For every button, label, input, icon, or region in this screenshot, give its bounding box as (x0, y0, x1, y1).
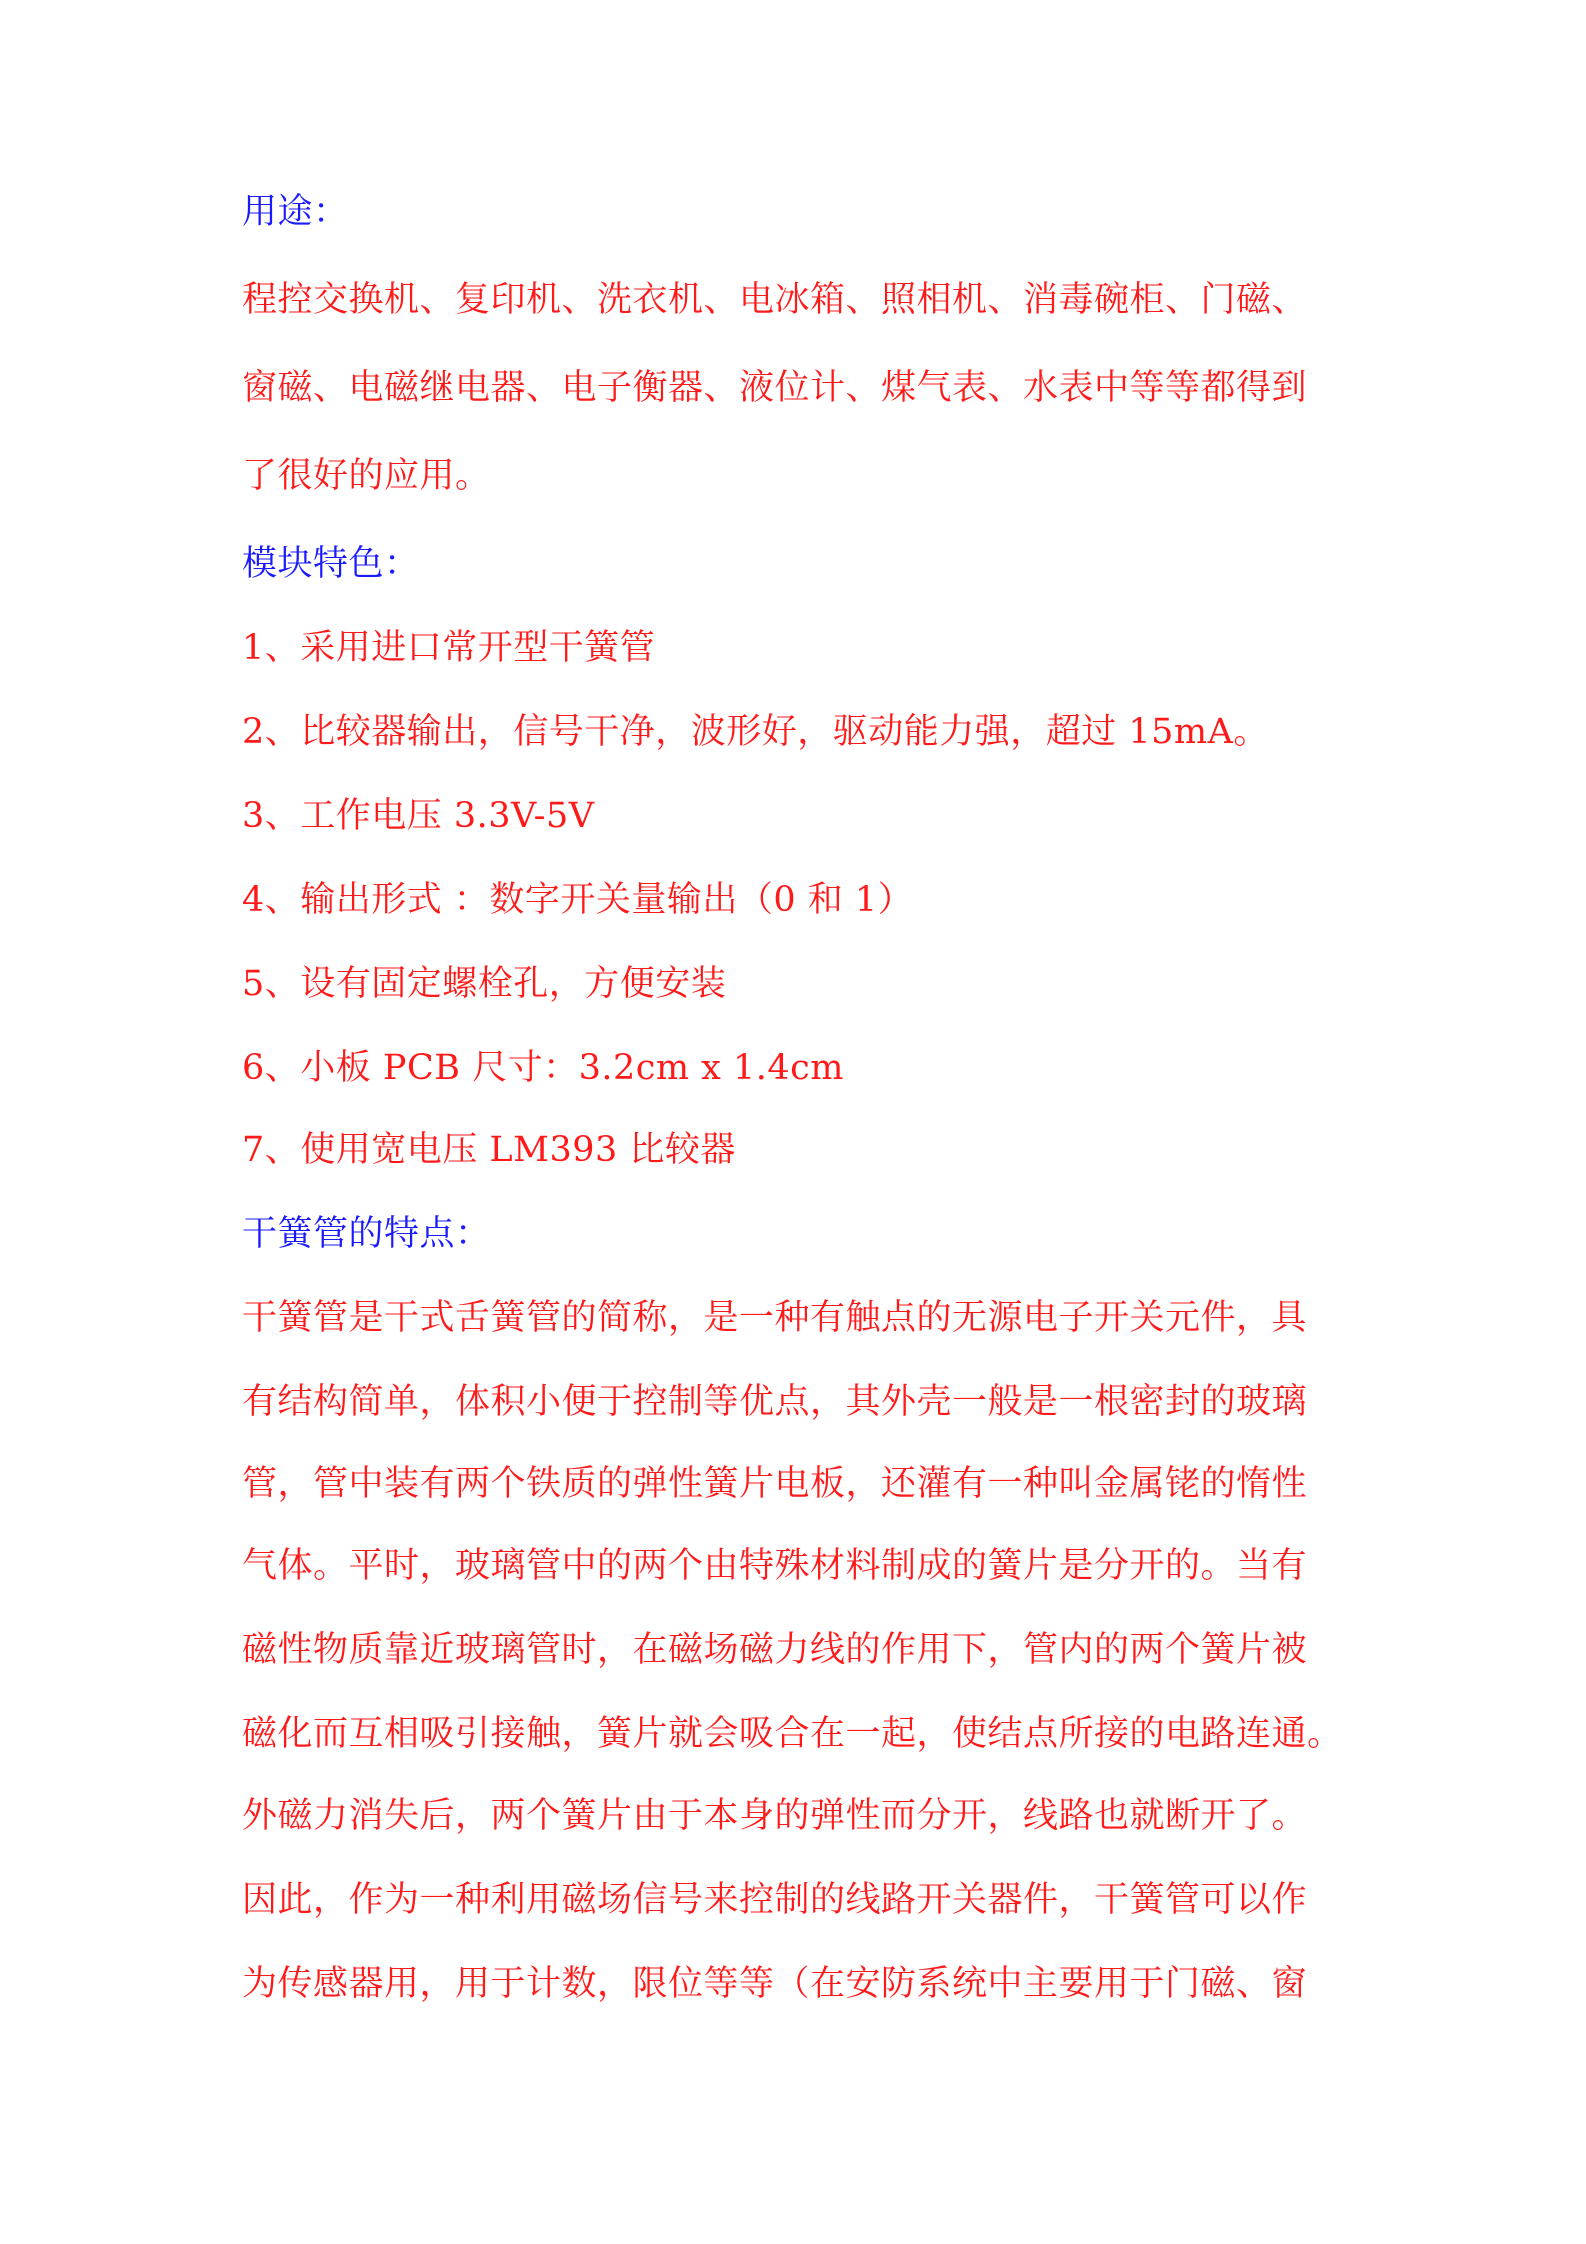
reed-line: 有结构简单，体积小便于控制等优点，其外壳一般是一根密封的玻璃 (242, 1382, 1308, 1422)
reed-line: 外磁力消失后，两个簧片由于本身的弹性而分开，线路也就断开了。 (242, 1796, 1308, 1836)
features-heading: 模块特色： (242, 544, 420, 584)
usage-line: 窗磁、电磁继电器、电子衡器、液位计、煤气表、水表中等等都得到 (242, 368, 1308, 408)
feature-item: 1、采用进口常开型干簧管 (242, 628, 656, 668)
feature-item: 2、比较器输出，信号干净，波形好，驱动能力强，超过 15mA。 (242, 712, 1269, 752)
reed-line: 因此，作为一种利用磁场信号来控制的线路开关器件，干簧管可以作 (242, 1880, 1308, 1920)
reed-heading: 干簧管的特点： (242, 1214, 491, 1254)
feature-item: 7、使用宽电压 LM393 比较器 (242, 1130, 736, 1170)
reed-line: 管，管中装有两个铁质的弹性簧片电板，还灌有一种叫金属铑的惰性 (242, 1464, 1308, 1504)
feature-item: 3、工作电压 3.3V-5V (242, 796, 595, 836)
usage-line: 程控交换机、复印机、洗衣机、电冰箱、照相机、消毒碗柜、门磁、 (242, 280, 1308, 320)
feature-item: 5、设有固定螺栓孔，方便安装 (242, 964, 727, 1004)
usage-line: 了很好的应用。 (242, 456, 491, 496)
reed-line: 磁性物质靠近玻璃管时，在磁场磁力线的作用下，管内的两个簧片被 (242, 1630, 1308, 1670)
reed-line: 为传感器用，用于计数，限位等等（在安防系统中主要用于门磁、窗 (242, 1964, 1308, 2004)
reed-line: 磁化而互相吸引接触，簧片就会吸合在一起，使结点所接的电路连通。 (242, 1714, 1343, 1754)
feature-item: 4、输出形式 ：数字开关量输出（0 和 1） (242, 880, 914, 920)
feature-item: 6、小板 PCB 尺寸：3.2cm x 1.4cm (242, 1048, 844, 1088)
reed-line: 气体。平时，玻璃管中的两个由特殊材料制成的簧片是分开的。当有 (242, 1546, 1308, 1586)
reed-line: 干簧管是干式舌簧管的简称，是一种有触点的无源电子开关元件，具 (242, 1298, 1308, 1338)
usage-heading: 用途： (242, 192, 349, 232)
